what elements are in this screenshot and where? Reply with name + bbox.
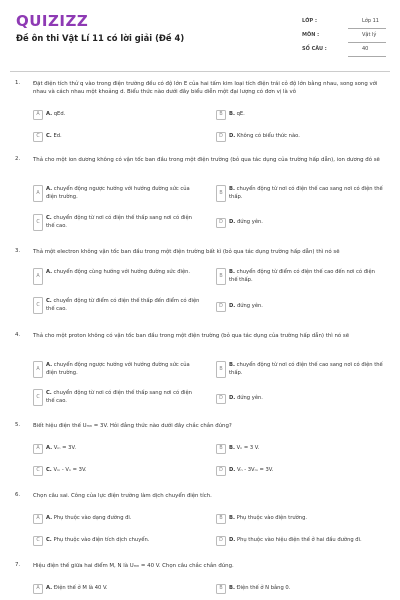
option-prefix: C. (46, 467, 52, 473)
option-text: Điện thế ở N bằng 0. (236, 585, 291, 591)
option-text: chuyển động cùng hướng với hướng đường sức điện. (53, 269, 191, 275)
option-prefix: D. (229, 303, 236, 309)
option-letter: A (33, 514, 43, 524)
option-letter: A (33, 185, 43, 202)
option-letter: D (216, 394, 226, 404)
option-prefix: D. (229, 133, 236, 139)
question-text: Chọn câu sai. Công của lực điện trường làm dịch chuyển điện tích. (33, 493, 212, 499)
option-prefix: A. (46, 111, 53, 117)
option-letter: C (33, 466, 43, 476)
question-number: 7. (15, 562, 21, 568)
option-text: qE. (236, 111, 245, 117)
option-letter: B (216, 110, 226, 120)
option-text: Vₘ = 3V. (53, 445, 77, 451)
option-letter: D (216, 218, 226, 228)
option-letter: B (216, 361, 226, 378)
option-letter: A (33, 110, 43, 120)
option-text: đứng yên. (236, 219, 263, 225)
option-prefix: B. (229, 111, 235, 117)
option-text: chuyển động ngược hướng với hướng đường sức của điện trường. (46, 186, 190, 200)
option-letter: A (33, 584, 43, 594)
option-prefix: B. (229, 362, 235, 368)
option-text: Phụ thuộc vào dạng đường đi. (53, 515, 132, 521)
option-text: Vₙ - 3Vₘ = 3V. (236, 467, 274, 473)
option-prefix: D. (229, 537, 236, 543)
option-letter: C (33, 214, 43, 231)
question-text: Thả cho một ion dương không có vận tốc ban đầu trong một điện trường (bỏ qua tác dụng của trường hấp dẫn), ion dương đó sẽ (33, 157, 380, 163)
option-prefix: D. (229, 219, 236, 225)
option-text: chuyển động từ điểm có điện thế cao đến nơi có điện thế thấp. (229, 269, 375, 283)
meta-value: Vật lý (362, 32, 377, 38)
option-letter: B (216, 444, 226, 454)
meta-row-question-count (302, 44, 386, 58)
option-text: chuyển động từ nơi có điện thế cao sang nơi có điện thế thấp. (229, 186, 383, 200)
option-prefix: A. (46, 269, 53, 275)
option-prefix: C. (46, 537, 52, 543)
option-prefix: A. (46, 515, 53, 521)
option-prefix: B. (229, 269, 235, 275)
option-prefix: D. (229, 467, 236, 473)
meta-underline (348, 56, 386, 57)
meta-underline (348, 28, 386, 29)
option-text: chuyển động từ nơi có điện thế thấp sang nơi có điện thế cao. (46, 390, 192, 404)
question-text: Đặt điện tích thử q vào trong điện trường đều có độ lớn E của hai tấm kim loại tích điện trái cỏ độ lớn bằng nhau, song song với nhau và cách nhau một khoảng d. Biểu thức nào dưới đây biểu diễn một đại lượng có đơn vị là vô (33, 81, 378, 96)
option-text: qEd. (53, 111, 66, 117)
meta-label: MÔN : (302, 32, 320, 38)
option-prefix: C. (46, 133, 52, 139)
option-text: Ed. (53, 133, 62, 139)
option-letter: B (216, 185, 226, 202)
option-prefix: D. (229, 395, 236, 401)
question-text: Biết hiệu điện thế Uₘₙ = 3V. Hỏi đẳng thức nào dưới đây chắc chắn đúng? (33, 423, 232, 429)
question-text: Thả cho một proton không có vận tốc ban đầu trong một điện trường (bỏ qua tác dụng của trường hấp dẫn) thì nó sẽ (33, 333, 350, 339)
option-prefix: B. (229, 515, 235, 521)
header (0, 0, 400, 64)
question-text: Hiệu điện thế giữa hai điểm M, N là Uₘₙ = 40 V. Chọn câu chắc chắn đúng. (33, 563, 234, 569)
option-letter: C (33, 389, 43, 406)
quizizz-logo: QUIZIZZ (16, 12, 89, 30)
option-text: Phụ thuộc vào hiệu điện thế ở hai đầu đường đi. (236, 537, 362, 543)
option-text: Phụ thuộc vào điện trường. (236, 515, 308, 521)
meta-value: Lớp 11 (362, 18, 379, 24)
question-number: 6. (15, 492, 21, 498)
option-text: đứng yên. (236, 395, 263, 401)
option-text: Vₘ - Vₙ = 3V. (53, 467, 87, 473)
option-text: đứng yên. (236, 303, 263, 309)
option-letter: B (216, 584, 226, 594)
option-text: chuyển động từ điểm có điện thế thấp đến điểm có điện thế cao. (46, 298, 200, 312)
header-divider (10, 71, 390, 72)
option-prefix: A. (46, 186, 53, 192)
option-prefix: A. (46, 585, 53, 591)
worksheet-meta (302, 16, 386, 58)
option-letter: A (33, 268, 43, 285)
meta-value: 40 (362, 46, 369, 52)
option-prefix: B. (229, 445, 235, 451)
option-letter: D (216, 132, 226, 142)
meta-label: SỐ CÂU : (302, 46, 327, 52)
option-prefix: A. (46, 362, 53, 368)
option-letter: B (216, 514, 226, 524)
option-text: Điện thế ở M là 40 V. (53, 585, 108, 591)
option-letter: D (216, 302, 226, 312)
question-number: 5. (15, 422, 21, 428)
option-letter: D (216, 536, 226, 546)
question-number: 3. (15, 248, 21, 254)
option-letter: C (33, 536, 43, 546)
option-text: chuyển động từ nơi có điện thế thấp sang nơi có điện thế cao. (46, 215, 192, 229)
option-text: chuyển động ngược hướng với hướng đường sức của điện trường. (46, 362, 190, 376)
option-letter: B (216, 268, 226, 285)
option-text: Vₙ = 3 V. (236, 445, 260, 451)
meta-label: LỚP : (302, 18, 317, 24)
option-prefix: A. (46, 445, 53, 451)
option-prefix: C. (46, 390, 52, 396)
question-number: 2. (15, 156, 21, 162)
option-letter: D (216, 466, 226, 476)
option-prefix: C. (46, 215, 52, 221)
meta-row-subject (302, 30, 386, 44)
meta-row-class (302, 16, 386, 30)
option-text: Không có biểu thức nào. (236, 133, 300, 139)
option-letter: A (33, 361, 43, 378)
meta-underline (348, 42, 386, 43)
option-letter: C (33, 297, 43, 314)
question-number: 1. (15, 80, 21, 86)
worksheet-title: Đề ôn thi Vật Lí 11 có lời giải (Đề 4) (16, 33, 185, 43)
option-letter: C (33, 132, 43, 142)
option-text: Phụ thuộc vào điện tích dịch chuyển. (53, 537, 150, 543)
option-letter: A (33, 444, 43, 454)
option-prefix: B. (229, 585, 235, 591)
option-prefix: C. (46, 298, 52, 304)
option-prefix: B. (229, 186, 235, 192)
option-text: chuyển động từ nơi có điện thế cao sang nơi có điện thế thấp. (229, 362, 383, 376)
question-number: 4. (15, 332, 21, 338)
question-text: Thả một electron không vận tốc ban đầu trong một điện trường bất kì (bỏ qua tác dụng trường hấp dẫn) thì nó sẽ (33, 249, 340, 255)
